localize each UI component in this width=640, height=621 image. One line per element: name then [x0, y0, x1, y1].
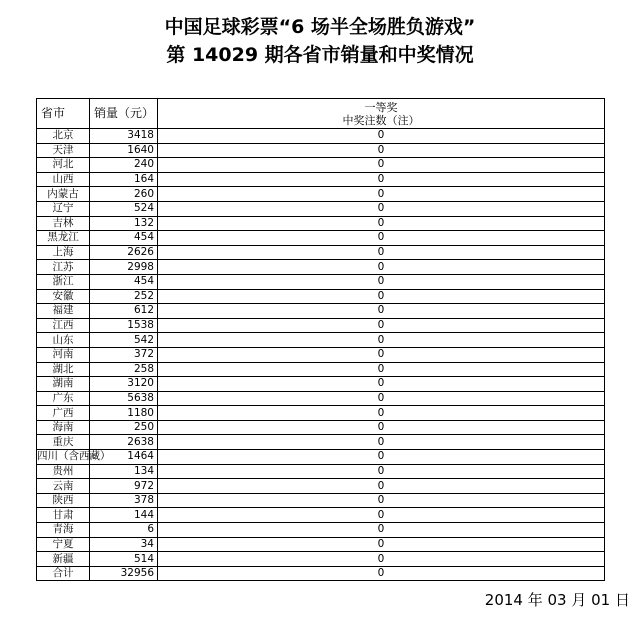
sales-cell: 1180	[90, 406, 158, 421]
province-cell: 云南	[37, 479, 90, 494]
wins-cell: 0	[158, 143, 605, 158]
table-row	[37, 289, 605, 304]
province-cell: 湖北	[37, 362, 90, 377]
wins-cell: 0	[158, 523, 605, 538]
province-cell: 安徽	[37, 289, 90, 304]
province-cell: 山西	[37, 172, 90, 187]
province-cell: 宁夏	[37, 537, 90, 552]
wins-cell: 0	[158, 493, 605, 508]
province-cell: 辽宁	[37, 201, 90, 216]
province-cell: 广东	[37, 391, 90, 406]
table-row	[37, 172, 605, 187]
sales-cell: 3418	[90, 129, 158, 144]
wins-cell: 0	[158, 406, 605, 421]
wins-cell: 0	[158, 172, 605, 187]
sales-cell: 252	[90, 289, 158, 304]
table-row	[37, 216, 605, 231]
province-cell: 广西	[37, 406, 90, 421]
province-cell: 江苏	[37, 260, 90, 275]
sales-cell: 1538	[90, 318, 158, 333]
sales-cell: 258	[90, 362, 158, 377]
wins-cell: 0	[158, 479, 605, 494]
province-cell: 江西	[37, 318, 90, 333]
table-body	[37, 129, 605, 581]
table-row	[37, 493, 605, 508]
table-row	[37, 347, 605, 362]
sales-cell: 34	[90, 537, 158, 552]
sales-cell: 32956	[90, 566, 158, 581]
province-cell: 河北	[37, 158, 90, 173]
province-cell: 湖南	[37, 377, 90, 392]
sales-cell: 972	[90, 479, 158, 494]
table-row	[37, 158, 605, 173]
province-cell: 四川（含西藏）	[37, 450, 111, 463]
table-row	[37, 406, 605, 421]
table-row	[37, 201, 605, 216]
wins-cell: 0	[158, 216, 605, 231]
wins-cell: 0	[158, 231, 605, 246]
table-row	[37, 420, 605, 435]
table-row	[37, 479, 605, 494]
province-cell: 福建	[37, 304, 90, 319]
wins-cell: 0	[158, 158, 605, 173]
province-cell: 北京	[37, 129, 90, 144]
table-row	[37, 523, 605, 538]
wins-cell: 0	[158, 377, 605, 392]
province-cell: 黑龙江	[37, 231, 90, 246]
province-cell: 新疆	[37, 552, 90, 567]
sales-cell: 372	[90, 347, 158, 362]
wins-cell: 0	[158, 347, 605, 362]
table-row	[37, 274, 605, 289]
table-row	[37, 245, 605, 260]
province-cell: 上海	[37, 245, 90, 260]
sales-cell: 2626	[90, 245, 158, 260]
sales-cell: 260	[90, 187, 158, 202]
sales-cell: 454	[90, 274, 158, 289]
report-date: 2014 年 03 月 01 日	[484, 591, 630, 609]
sales-cell: 134	[90, 464, 158, 479]
table-row	[37, 318, 605, 333]
table-row	[37, 435, 605, 450]
table-total-row	[37, 566, 605, 581]
sales-cell: 542	[90, 333, 158, 348]
header-prize-level: 一等奖	[364, 100, 398, 114]
table-row	[37, 464, 605, 479]
sales-cell: 1640	[90, 143, 158, 158]
table-row	[37, 143, 605, 158]
sales-cell: 524	[90, 201, 158, 216]
sales-cell: 250	[90, 420, 158, 435]
province-cell: 贵州	[37, 464, 90, 479]
sales-cell: 164	[90, 172, 158, 187]
sales-cell: 612	[90, 304, 158, 319]
wins-cell: 0	[158, 318, 605, 333]
province-cell: 重庆	[37, 435, 90, 450]
table-row	[37, 187, 605, 202]
page-title: 中国足球彩票“6 场半全场胜负游戏”	[164, 16, 476, 38]
sales-cell: 5638	[90, 391, 158, 406]
table-row	[37, 552, 605, 567]
sales-cell: 2998	[90, 260, 158, 275]
wins-cell: 0	[158, 201, 605, 216]
wins-cell: 0	[158, 274, 605, 289]
wins-cell: 0	[158, 129, 605, 144]
province-cell: 河南	[37, 347, 90, 362]
wins-cell: 0	[158, 391, 605, 406]
sales-table	[36, 98, 605, 581]
table-row	[37, 333, 605, 348]
sales-cell: 1464	[90, 450, 158, 465]
wins-cell: 0	[158, 552, 605, 567]
sales-cell: 144	[90, 508, 158, 523]
sales-cell: 6	[90, 523, 158, 538]
province-cell: 山东	[37, 333, 90, 348]
header-sales: 销量（元）	[90, 99, 158, 129]
wins-cell: 0	[158, 289, 605, 304]
table-header-row	[37, 99, 605, 129]
sales-cell: 378	[90, 493, 158, 508]
province-cell: 甘肃	[37, 508, 90, 523]
header-province: 省市	[37, 99, 90, 129]
province-cell: 合计	[37, 566, 90, 581]
wins-cell: 0	[158, 508, 605, 523]
table-row	[37, 537, 605, 552]
sales-cell: 3120	[90, 377, 158, 392]
sales-cell: 514	[90, 552, 158, 567]
table-row	[37, 450, 605, 465]
table-row	[37, 129, 605, 144]
wins-cell: 0	[158, 450, 605, 465]
wins-cell: 0	[158, 566, 605, 581]
province-cell: 内蒙古	[37, 187, 90, 202]
table-row	[37, 362, 605, 377]
province-cell: 海南	[37, 420, 90, 435]
sales-cell: 454	[90, 231, 158, 246]
wins-cell: 0	[158, 333, 605, 348]
wins-cell: 0	[158, 187, 605, 202]
wins-cell: 0	[158, 420, 605, 435]
table-row	[37, 377, 605, 392]
wins-cell: 0	[158, 362, 605, 377]
table-row	[37, 260, 605, 275]
wins-cell: 0	[158, 435, 605, 450]
sales-cell: 2638	[90, 435, 158, 450]
sales-cell: 132	[90, 216, 158, 231]
province-cell: 天津	[37, 143, 90, 158]
province-cell: 青海	[37, 523, 90, 538]
province-cell: 陕西	[37, 493, 90, 508]
page-subtitle: 第 14029 期各省市销量和中奖情况	[166, 44, 474, 66]
table-row	[37, 231, 605, 246]
wins-cell: 0	[158, 245, 605, 260]
table-row	[37, 304, 605, 319]
province-cell: 浙江	[37, 274, 90, 289]
header-prize	[158, 99, 605, 129]
wins-cell: 0	[158, 537, 605, 552]
header-prize-count: 中奖注数（注）	[342, 113, 420, 127]
wins-cell: 0	[158, 464, 605, 479]
table-row	[37, 508, 605, 523]
sales-cell: 240	[90, 158, 158, 173]
table-row	[37, 391, 605, 406]
wins-cell: 0	[158, 304, 605, 319]
province-cell: 吉林	[37, 216, 90, 231]
wins-cell: 0	[158, 260, 605, 275]
